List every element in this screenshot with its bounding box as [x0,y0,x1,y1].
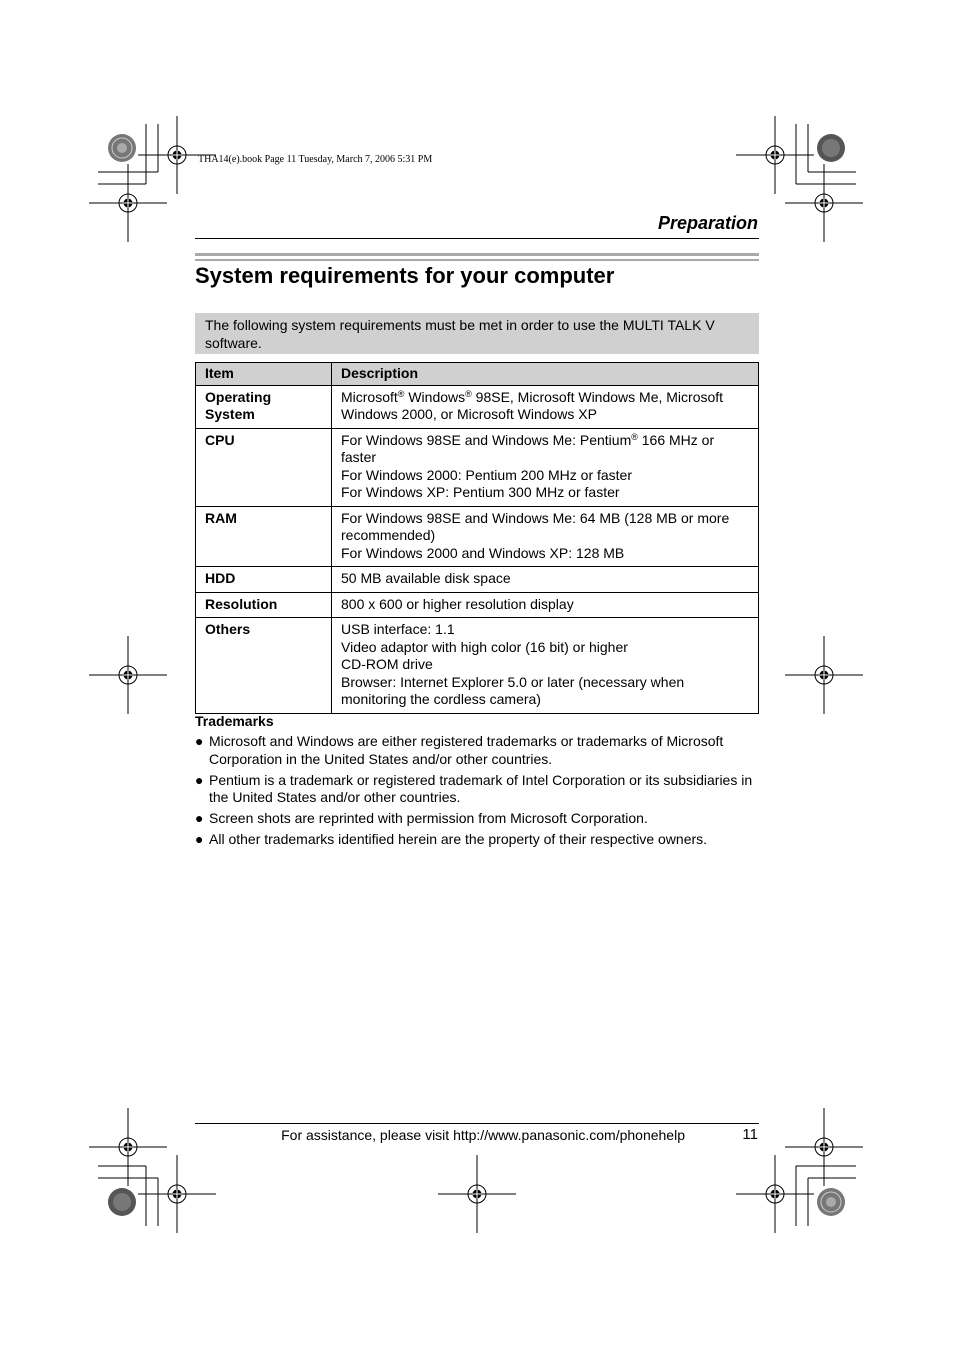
title-rule-top [195,253,759,256]
cpu-text-b: 166 MHz or faster [341,431,715,465]
bullet-icon: ● [195,733,204,749]
description-line: CD-ROM drive [341,656,433,672]
registered-mark: ® [465,388,472,399]
cpu-first-line [341,432,750,467]
description-line: 800 x 600 or higher resolution display [341,595,574,612]
description-line: For Windows 98SE and Windows Me: 64 MB (128 MB or more recommended) [341,509,730,543]
registration-mark-icon [785,1108,863,1186]
os-text-b: Windows [408,388,466,405]
row-item: HDD [196,567,332,593]
row-description [332,506,759,567]
table-header-row [196,363,759,386]
bullet-icon: ● [195,810,204,826]
registration-mark-icon [89,164,167,242]
column-header-description: Description [332,363,759,386]
registration-mark-icon [89,1108,167,1186]
footer-assistance: For assistance, please visit http://www.panasonic.com/phonehelp [281,1127,685,1143]
table-row [196,618,759,714]
title-rule-bottom [195,259,759,261]
description-line: For Windows XP: Pentium 300 MHz or faster [341,484,620,500]
trademark-text: Pentium is a trademark or registered trademark of Intel Corporation or its subsidiaries in the United States and/or other countries. [209,771,753,805]
registration-mark-icon [785,164,863,242]
registration-mark-icon [438,1155,516,1233]
os-description [341,389,750,424]
bullet-icon: ● [195,771,204,788]
table-row [196,567,759,593]
description-line: For Windows 2000 and Windows XP: 128 MB [341,544,625,561]
list-item [195,810,761,828]
trademark-text: Microsoft and Windows are either registered trademarks or trademarks of Microsoft Corporation in the United States and/or other countries. [209,733,724,767]
color-wheel-icon [108,134,136,162]
row-item: RAM [196,506,332,567]
registration-mark-icon [138,1155,216,1233]
description-line: For Windows 2000: Pentium 200 MHz or faster [341,466,633,483]
description-line: Video adaptor with high color (16 bit) or higher [341,638,628,655]
table-row [196,506,759,567]
trademarks-heading: Trademarks [195,713,274,729]
bullet-icon: ● [195,831,204,847]
list-item [195,831,761,849]
registration-mark-icon [89,636,167,714]
list-item [195,733,761,768]
row-description [332,428,759,506]
registered-mark: ® [631,431,638,442]
page-number: 11 [742,1126,758,1143]
trademark-text: All other trademarks identified herein are the property of their respective owners. [209,831,708,847]
registration-mark-icon [785,636,863,714]
table-row [196,592,759,618]
color-wheel-icon [108,1188,136,1216]
footer-rule [195,1123,759,1124]
trademarks-list [195,733,761,852]
row-description [332,592,759,618]
description-line: USB interface: 1.1 [341,621,455,637]
row-item: Operating System [196,385,332,428]
color-wheel-icon [817,134,845,162]
cpu-text-a: For Windows 98SE and Windows Me: Pentium [341,431,632,448]
table-row [196,385,759,428]
os-text-c: 98SE, Microsoft Windows Me, Microsoft Windows 2000, or Microsoft Windows XP [341,388,724,422]
header-rule [195,238,759,239]
list-item [195,772,761,807]
row-item: Resolution [196,592,332,618]
row-description [332,567,759,593]
section-label: Preparation [657,213,758,233]
requirements-table [195,362,759,714]
registered-mark: ® [397,388,405,399]
trademark-text: Screen shots are reprinted with permission from Microsoft Corporation. [209,810,648,826]
row-item: CPU [196,428,332,506]
registration-mark-icon [736,1155,814,1233]
description-line: Browser: Internet Explorer 5.0 or later (necessary when monitoring the cordless camera) [341,673,685,707]
row-description [332,618,759,714]
intro-note: The following system requirements must be met in order to use the MULTI TALK V software. [195,313,759,354]
column-header-item: Item [196,363,332,386]
description-line: 50 MB available disk space [341,570,511,586]
page-title: System requirements for your computer [195,263,615,288]
printer-info: THA14(e).book Page 11 Tuesday, March 7, 2006 5:31 PM [198,154,433,165]
registration-mark-icon [736,116,814,194]
table-row [196,428,759,506]
os-text-a: Microsoft [341,388,398,405]
color-wheel-icon [817,1188,845,1216]
row-item: Others [196,618,332,714]
row-description [332,385,759,428]
